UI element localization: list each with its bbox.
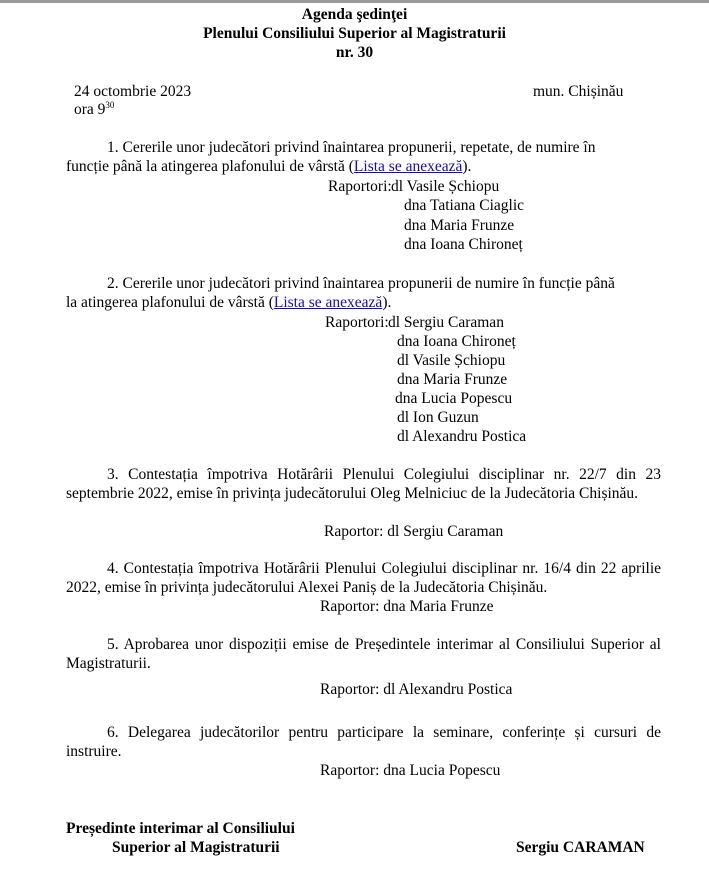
agenda-item-1-line2: funcție până la atingerea plafonului de vârstă (Lista se anexează). bbox=[66, 158, 472, 175]
item-3-reporter: Raportor: dl Sergiu Caraman bbox=[324, 523, 504, 540]
item-1-reporter: dna Tatiana Ciaglic bbox=[404, 197, 525, 214]
signatory-title-line2: Superior al Magistraturii bbox=[112, 839, 280, 856]
annex-list-link-2[interactable]: Lista se anexează bbox=[273, 294, 383, 311]
document-title-line1: Agenda şedinţei bbox=[301, 6, 408, 23]
meeting-place: mun. Chișinău bbox=[533, 83, 624, 100]
item-1-reporters-label: Raportori: bbox=[328, 178, 392, 195]
item-2-reporter: dl Alexandru Postica bbox=[397, 428, 527, 445]
item-1-reporter: dna Ioana Chironeț bbox=[404, 236, 523, 253]
time-minutes: 30 bbox=[105, 100, 115, 110]
signatory-name: Sergiu CARAMAN bbox=[516, 839, 645, 856]
agenda-item-2-line1: 2. Cererile unor judecători privind înaintarea propunerii de numire în funcție până bbox=[107, 275, 615, 292]
item-5-reporter: Raportor: dl Alexandru Postica bbox=[320, 681, 513, 698]
meeting-date: 24 octombrie 2023 bbox=[74, 83, 192, 100]
item-2-reporter: dna Ioana Chironeț bbox=[397, 333, 516, 350]
item-1-reporter: dna Maria Frunze bbox=[404, 217, 515, 234]
document-title-line2: Plenului Consiliului Superior al Magistraturii bbox=[203, 25, 506, 42]
item-2-reporters-label: Raportori: bbox=[325, 314, 389, 331]
agenda-item-3: 3. Contestația împotriva Hotărârii Plenului Colegiului disciplinar nr. 22/7 din 23 septembrie 2022, emise în privința judecătorului Oleg Melniciuc de la Judecătoria Chișinău. bbox=[66, 466, 661, 502]
item-2-reporter: dl Vasile Șchiopu bbox=[397, 352, 506, 369]
document-number: nr. 30 bbox=[335, 44, 374, 61]
agenda-item-2-line2: la atingerea plafonului de vârstă (Lista se anexează). bbox=[66, 294, 392, 311]
viewer-top-border bbox=[0, 0, 709, 3]
agenda-item-4: 4. Contestația împotriva Hotărârii Plenului Colegiului disciplinar nr. 16/4 din 22 aprilie 2022, emise în privința judecătorului Alexei Paniș de la Judecătoria Chișinău. bbox=[66, 560, 661, 596]
item-2-reporter: dl Ion Guzun bbox=[397, 409, 479, 426]
signatory-title-line1: Președinte interimar al Consiliului bbox=[66, 820, 295, 837]
item-2-reporter: dl Sergiu Caraman bbox=[388, 314, 504, 331]
agenda-item-1-line1: 1. Cererile unor judecători privind înaintarea propunerii, repetate, de numire în bbox=[107, 139, 596, 156]
annex-list-link-1[interactable]: Lista se anexează bbox=[353, 158, 463, 175]
item-2-reporter: dna Lucia Popescu bbox=[395, 390, 513, 407]
item-1-reporter: dl Vasile Șchiopu bbox=[391, 178, 500, 195]
agenda-item-5: 5. Aprobarea unor dispoziții emise de Președintele interimar al Consiliului Superior al Magistraturii. bbox=[66, 636, 661, 672]
item-6-reporter: Raportor: dna Lucia Popescu bbox=[320, 762, 501, 779]
agenda-item-6: 6. Delegarea judecătorilor pentru participare la seminare, conferințe și cursuri de instruire. bbox=[66, 724, 662, 760]
meeting-time bbox=[74, 100, 114, 119]
item-2-reporter: dna Maria Frunze bbox=[397, 371, 508, 388]
time-hour: ora 9 bbox=[74, 101, 106, 118]
item-4-reporter: Raportor: dna Maria Frunze bbox=[320, 598, 494, 615]
